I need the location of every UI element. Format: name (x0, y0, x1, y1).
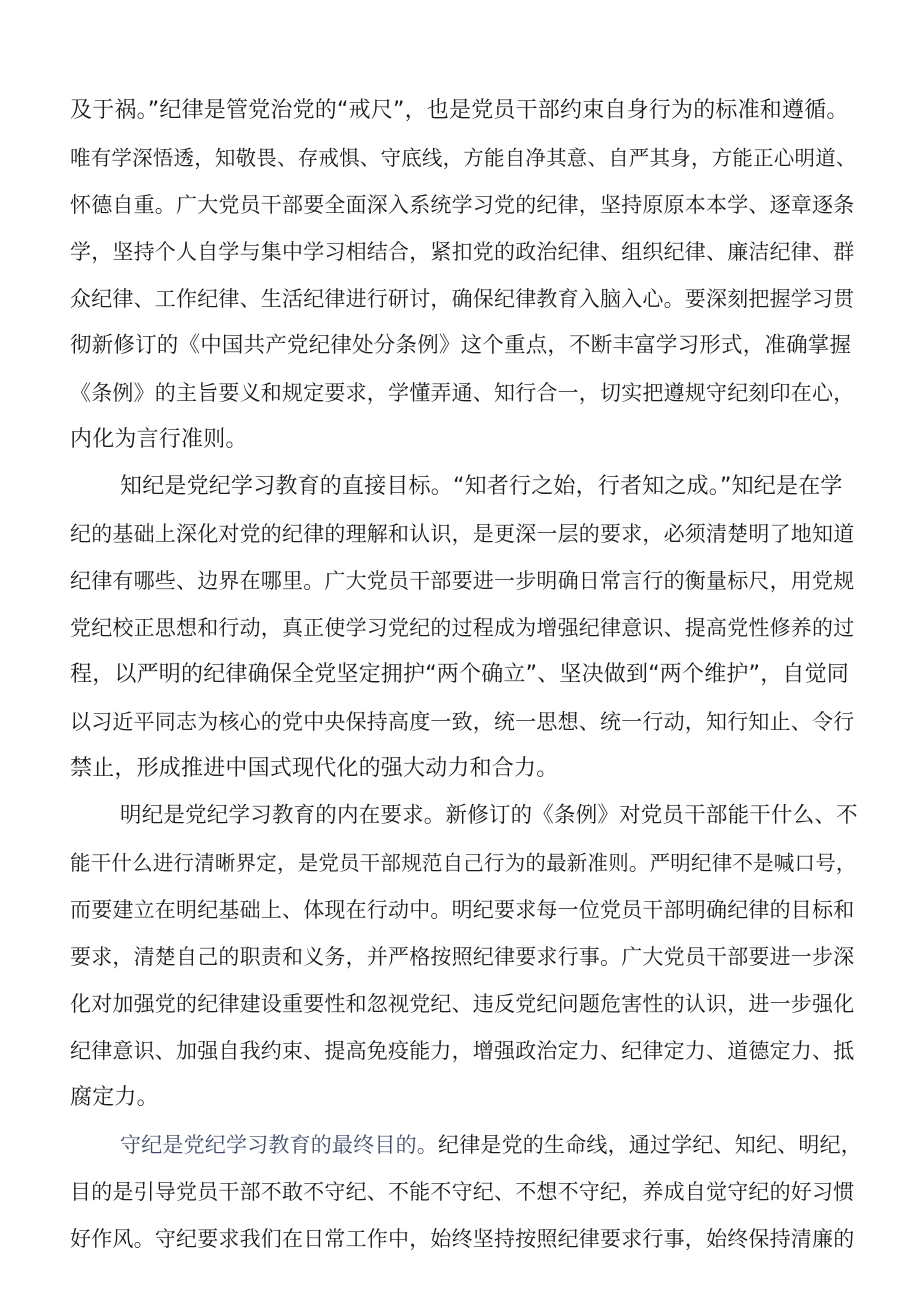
paragraph-1-line-8: 内化为言行准则。 (70, 427, 248, 452)
paragraph-3-line-7: 腐定力。 (70, 1085, 159, 1110)
paragraph-4-line-1-text: 纪律是党的生命线，通过学纪、知纪、明纪， (438, 1133, 862, 1157)
paragraph-4-heading: 守纪是党纪学习教育的最终目的。 (120, 1133, 438, 1157)
paragraph-3-line-4: 要求，清楚自己的职责和义务，并严格按照纪律要求行事。广大党员干部要进一步深 (70, 945, 855, 969)
paragraph-2-line-2: 纪的基础上深化对党的纪律的理解和认识，是更深一层的要求，必须清楚明了地知道 (70, 522, 855, 546)
paragraph-3-line-3: 而要建立在明纪基础上、体现在行动中。明纪要求每一位党员干部明确纪律的目标和 (70, 898, 855, 922)
paragraph-3-line-1: 明纪是党纪学习教育的内在要求。新修订的《条例》对党员干部能干什么、不 (120, 803, 858, 828)
paragraph-1-line-1: 及于祸。”纪律是管党治党的“戒尺”，也是党员干部约束自身行为的标准和遵循。 (70, 98, 849, 123)
paragraph-2-line-1: 知纪是党纪学习教育的直接目标。“知者行之始，行者知之成。”知纪是在学 (120, 474, 843, 499)
paragraph-2-line-7: 禁止，形成推进中国式现代化的强大动力和合力。 (70, 756, 559, 781)
paragraph-4-line-3: 好作风。守纪要求我们在日常工作中，始终坚持按照纪律要求行事，始终保持清廉的 (70, 1227, 855, 1251)
paragraph-2-line-4: 党纪校正思想和行动，真正使学习党纪的过程成为增强纪律意识、提高党性修养的过 (70, 616, 855, 640)
paragraph-3-line-5: 化对加强党的纪律建设重要性和忽视党纪、违反党纪问题危害性的认识，进一步强化 (70, 992, 855, 1016)
paragraph-1-line-2: 唯有学深悟透，知敬畏、存戒惧、守底线，方能自净其意、自严其身，方能正心明道、 (70, 146, 857, 170)
paragraph-4-line-1 (120, 1130, 862, 1160)
paragraph-1-line-6: 彻新修订的《中国共产党纪律处分条例》这个重点，不断丰富学习形式，准确掌握 (70, 333, 852, 358)
paragraph-3-line-2: 能干什么进行清晰界定，是党员干部规范自己行为的最新准则。严明纪律不是喊口号， (70, 851, 857, 875)
paragraph-1-line-5: 众纪律、工作纪律、生活纪律进行研讨，确保纪律教育入脑入心。要深刻把握学习贯 (70, 287, 855, 311)
paragraph-2-line-3: 纪律有哪些、边界在哪里。广大党员干部要进一步明确日常言行的衡量标尺，用党规 (70, 569, 855, 593)
paragraph-1-line-3: 怀德自重。广大党员干部要全面深入系统学习党的纪律，坚持原原本本学、逐章逐条 (70, 193, 855, 217)
paragraph-1-line-7: 《条例》的主旨要义和规定要求，学懂弄通、知行合一，切实把遵规守纪刻印在心， (70, 381, 855, 405)
paragraph-2-line-5: 程，以严明的纪律确保全党坚定拥护“两个确立”、坚决做到“两个维护”，自觉同 (70, 662, 849, 687)
paragraph-4-line-2: 目的是引导党员干部不敢不守纪、不能不守纪、不想不守纪，养成自觉守纪的好习惯 (70, 1180, 855, 1204)
paragraph-1-line-4: 学，坚持个人自学与集中学习相结合，紧扣党的政治纪律、组织纪律、廉洁纪律、群 (70, 240, 855, 264)
paragraph-3-line-6: 纪律意识、加强自我约束、提高免疫能力，增强政治定力、纪律定力、道德定力、抵 (70, 1039, 855, 1063)
paragraph-2-line-6: 以习近平同志为核心的党中央保持高度一致，统一思想、统一行动，知行知止、令行 (70, 710, 855, 734)
